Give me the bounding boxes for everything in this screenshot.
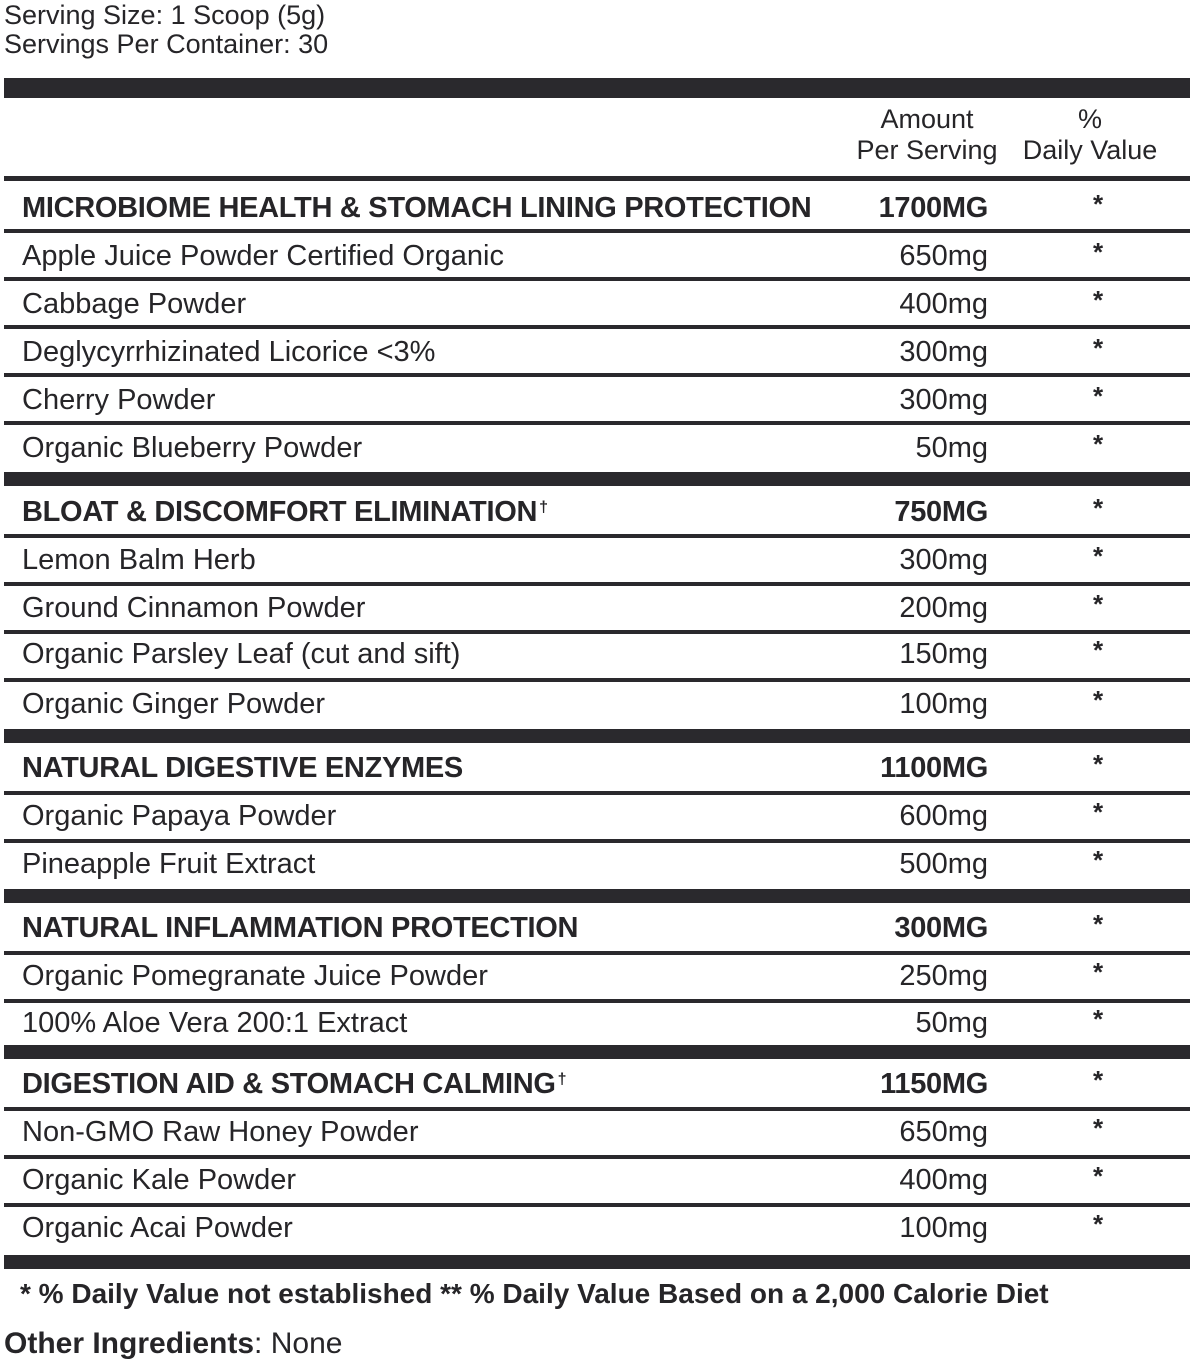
ingredient-row (4, 426, 1190, 470)
ingredient-name: Organic Kale Powder (22, 1164, 297, 1196)
ingredient-row (4, 1001, 1190, 1045)
ingredient-daily-value: * (1092, 381, 1104, 411)
ingredient-daily-value: * (1092, 1004, 1104, 1034)
section-amount: 1100MG (880, 752, 988, 784)
ingredient-amount: 100mg (899, 688, 988, 720)
other-ingredients (4, 1324, 342, 1364)
ingredient-name: Organic Ginger Powder (22, 688, 326, 720)
ingredient-daily-value: * (1092, 333, 1104, 363)
section-header-row (4, 186, 1190, 230)
row-divider (4, 373, 1190, 377)
section-daily-value: * (1092, 909, 1104, 939)
ingredient-amount: 300mg (899, 384, 988, 416)
servings-per-container: Servings Per Container: 30 (4, 29, 329, 59)
ingredient-amount: 300mg (899, 544, 988, 576)
section-divider (4, 176, 1190, 181)
ingredient-name: 100% Aloe Vera 200:1 Extract (22, 1007, 408, 1039)
ingredient-daily-value: * (1092, 237, 1104, 267)
section-amount: 1150MG (880, 1068, 988, 1100)
ingredient-daily-value: * (1092, 429, 1104, 459)
section-title-text: MICROBIOME HEALTH & STOMACH LINING PROTECTION (22, 192, 812, 224)
ingredient-name: Organic Acai Powder (22, 1212, 293, 1244)
section-title (22, 490, 548, 534)
ingredient-daily-value: * (1092, 685, 1104, 715)
ingredient-amount: 650mg (899, 1116, 988, 1148)
ingredient-amount: 150mg (899, 638, 988, 670)
ingredient-amount: 250mg (899, 960, 988, 992)
dagger-mark: † (557, 1071, 567, 1088)
ingredient-amount: 50mg (915, 432, 988, 464)
ingredient-amount: 300mg (899, 336, 988, 368)
section-daily-value: * (1092, 493, 1104, 523)
section-divider (4, 1045, 1190, 1059)
ingredient-name: Non-GMO Raw Honey Powder (22, 1116, 419, 1148)
ingredient-row (4, 1158, 1190, 1202)
ingredient-amount: 50mg (915, 1007, 988, 1039)
daily-value-footnote: * % Daily Value not established ** % Daily Value Based on a 2,000 Calorie Diet (20, 1278, 1049, 1309)
ingredient-name: Organic Pomegranate Juice Powder (22, 960, 488, 992)
ingredient-row (4, 954, 1190, 998)
row-divider (4, 229, 1190, 233)
ingredient-name: Cabbage Powder (22, 288, 247, 320)
ingredient-daily-value: * (1092, 845, 1104, 875)
section-title-text: NATURAL DIGESTIVE ENZYMES (22, 752, 463, 784)
ingredient-name: Organic Papaya Powder (22, 800, 337, 832)
ingredient-daily-value: * (1092, 1209, 1104, 1239)
daily-value-header: % Daily Value (1022, 104, 1158, 165)
section-header-row (4, 746, 1190, 790)
ingredient-amount: 200mg (899, 592, 988, 624)
section-amount: 750MG (894, 496, 988, 528)
ingredient-daily-value: * (1092, 1113, 1104, 1143)
ingredient-name: Lemon Balm Herb (22, 544, 256, 576)
section-amount: 1700MG (878, 192, 988, 224)
ingredient-daily-value: * (1092, 285, 1104, 315)
ingredient-row (4, 1206, 1190, 1250)
ingredient-row (4, 330, 1190, 374)
ingredient-daily-value: * (1092, 1161, 1104, 1191)
section-divider (4, 472, 1190, 486)
ingredient-row (4, 378, 1190, 422)
amount-per-serving-header: Amount Per Serving (856, 104, 998, 165)
section-header-row (4, 1062, 1190, 1106)
ingredient-row (4, 282, 1190, 326)
ingredient-daily-value: * (1092, 957, 1104, 987)
ingredient-name: Organic Parsley Leaf (cut and sift) (22, 638, 461, 670)
section-title (22, 1062, 566, 1106)
section-divider (4, 889, 1190, 903)
section-divider (4, 729, 1190, 743)
ingredient-amount: 600mg (899, 800, 988, 832)
row-divider (4, 325, 1190, 329)
ingredient-amount: 400mg (899, 288, 988, 320)
ingredient-name: Pineapple Fruit Extract (22, 848, 316, 880)
ingredient-row (4, 632, 1190, 676)
section-daily-value: * (1092, 189, 1104, 219)
section-header-row (4, 906, 1190, 950)
section-title-text: NATURAL INFLAMMATION PROTECTION (22, 912, 579, 944)
ingredient-daily-value: * (1092, 797, 1104, 827)
ingredient-name: Ground Cinnamon Powder (22, 592, 366, 624)
ingredient-row (4, 682, 1190, 726)
other-ingredients-label: Other Ingredients (4, 1327, 255, 1360)
ingredient-row (4, 1110, 1190, 1154)
ingredient-row (4, 538, 1190, 582)
row-divider (4, 421, 1190, 425)
ingredient-daily-value: * (1092, 635, 1104, 665)
ingredient-amount: 500mg (899, 848, 988, 880)
ingredient-daily-value: * (1092, 541, 1104, 571)
bottom-divider (4, 1255, 1190, 1269)
ingredient-name: Organic Blueberry Powder (22, 432, 363, 464)
ingredient-name: Cherry Powder (22, 384, 216, 416)
ingredient-row (4, 586, 1190, 630)
section-title (22, 906, 578, 950)
ingredient-name: Apple Juice Powder Certified Organic (22, 240, 504, 272)
section-title-text: BLOAT & DISCOMFORT ELIMINATION (22, 496, 538, 528)
section-title-text: DIGESTION AID & STOMACH CALMING (22, 1068, 556, 1100)
ingredient-row (4, 234, 1190, 278)
ingredient-row (4, 794, 1190, 838)
section-title (22, 746, 463, 790)
section-daily-value: * (1092, 749, 1104, 779)
ingredient-daily-value: * (1092, 589, 1104, 619)
section-title (22, 186, 811, 230)
dagger-mark: † (539, 499, 548, 516)
other-ingredients-value: : None (254, 1327, 343, 1360)
section-header-row (4, 490, 1190, 534)
row-divider (4, 277, 1190, 281)
ingredient-amount: 650mg (899, 240, 988, 272)
ingredient-name: Deglycyrrhizinated Licorice <3% (22, 336, 436, 368)
section-daily-value: * (1092, 1065, 1104, 1095)
ingredient-amount: 400mg (899, 1164, 988, 1196)
ingredient-row (4, 842, 1190, 886)
serving-size: Serving Size: 1 Scoop (5g) (4, 0, 326, 30)
top-divider (4, 78, 1190, 98)
section-amount: 300MG (894, 912, 988, 944)
ingredient-amount: 100mg (899, 1212, 988, 1244)
